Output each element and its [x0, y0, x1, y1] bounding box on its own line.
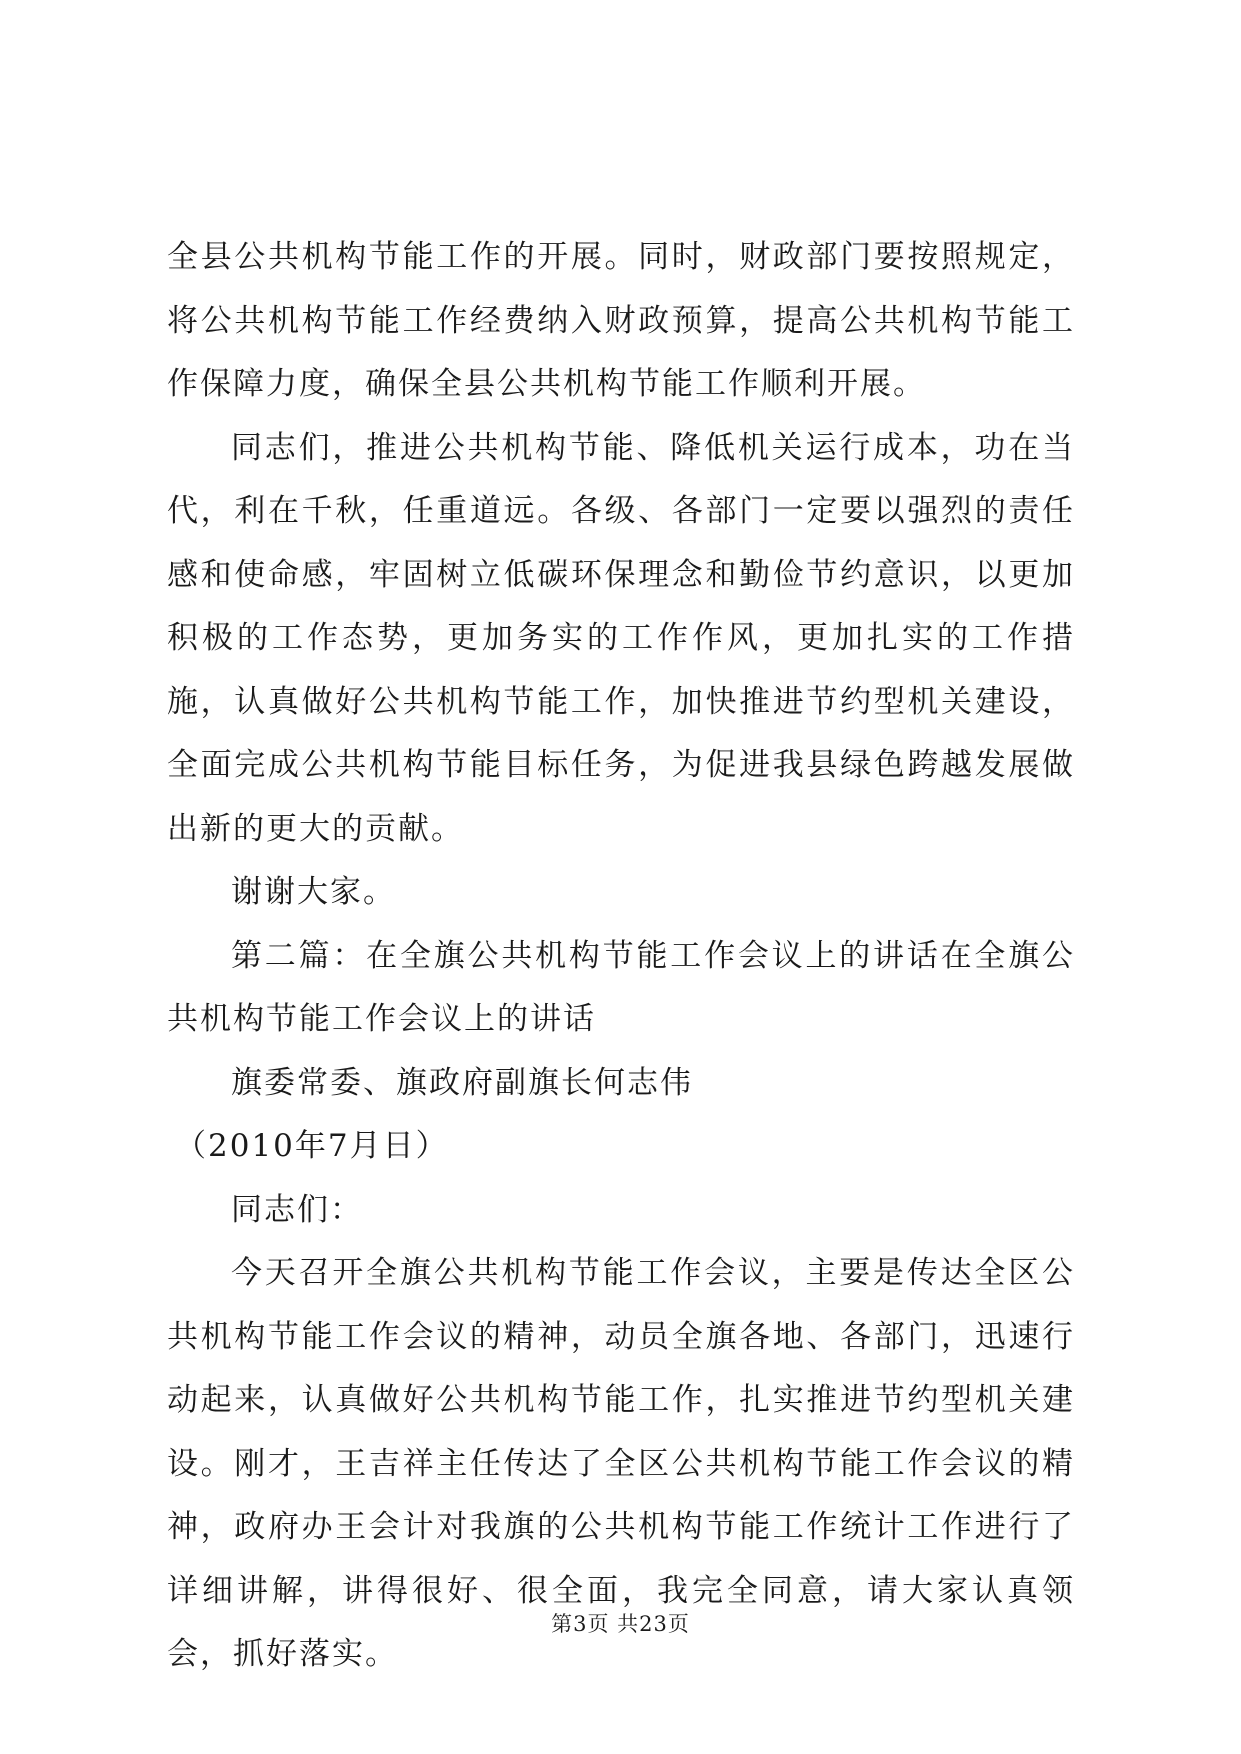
page-footer: 第3页 共23页: [551, 1612, 690, 1636]
paragraph-closing-remarks: 同志们，推进公共机构节能、降低机关运行成本，功在当代，利在千秋，任重道远。各级、各部门一定要以强烈的责任感和使命感，牢固树立低碳环保理念和勤俭节约意识，以更加积极的工作态势，更加务实的工作作风，更加扎实的工作措施，认真做好公共机构节能工作，加快推进节约型机关建设，全面完成公共机构节能目标任务，为促进我县绿色跨越发展做出新的更大的贡献。: [167, 429, 1075, 847]
paragraph-opening: 今天召开全旗公共机构节能工作会议，主要是传达全区公共机构节能工作会议的精神，动员全旗各地、各部门，迅速行动起来，认真做好公共机构节能工作，扎实推进节约型机关建设。刚才，王吉祥主任传达了全区公共机构节能工作会议的精神，政府办王会计对我旗的公共机构节能工作统计工作进行了详细讲解，讲得很好、很全面，我完全同意，请大家认真领会，抓好落实。: [167, 1255, 1075, 1672]
paragraph-continuation: 全县公共机构节能工作的开展。同时，财政部门要按照规定，将公共机构节能工作经费纳入财政预算，提高公共机构节能工作保障力度，确保全县公共机构节能工作顺利开展。: [167, 239, 1075, 402]
document-body: [167, 226, 1075, 1687]
speaker-line: 旗委常委、旗政府副旗长何志伟: [231, 1064, 693, 1101]
salutation: 同志们：: [231, 1191, 363, 1228]
section-title: 第二篇：在全旗公共机构节能工作会议上的讲话在全旗公共机构节能工作会议上的讲话: [167, 937, 1075, 1037]
date-line: （2010年7月日）: [175, 1128, 449, 1164]
paragraph-thanks: 谢谢大家。: [231, 874, 396, 910]
